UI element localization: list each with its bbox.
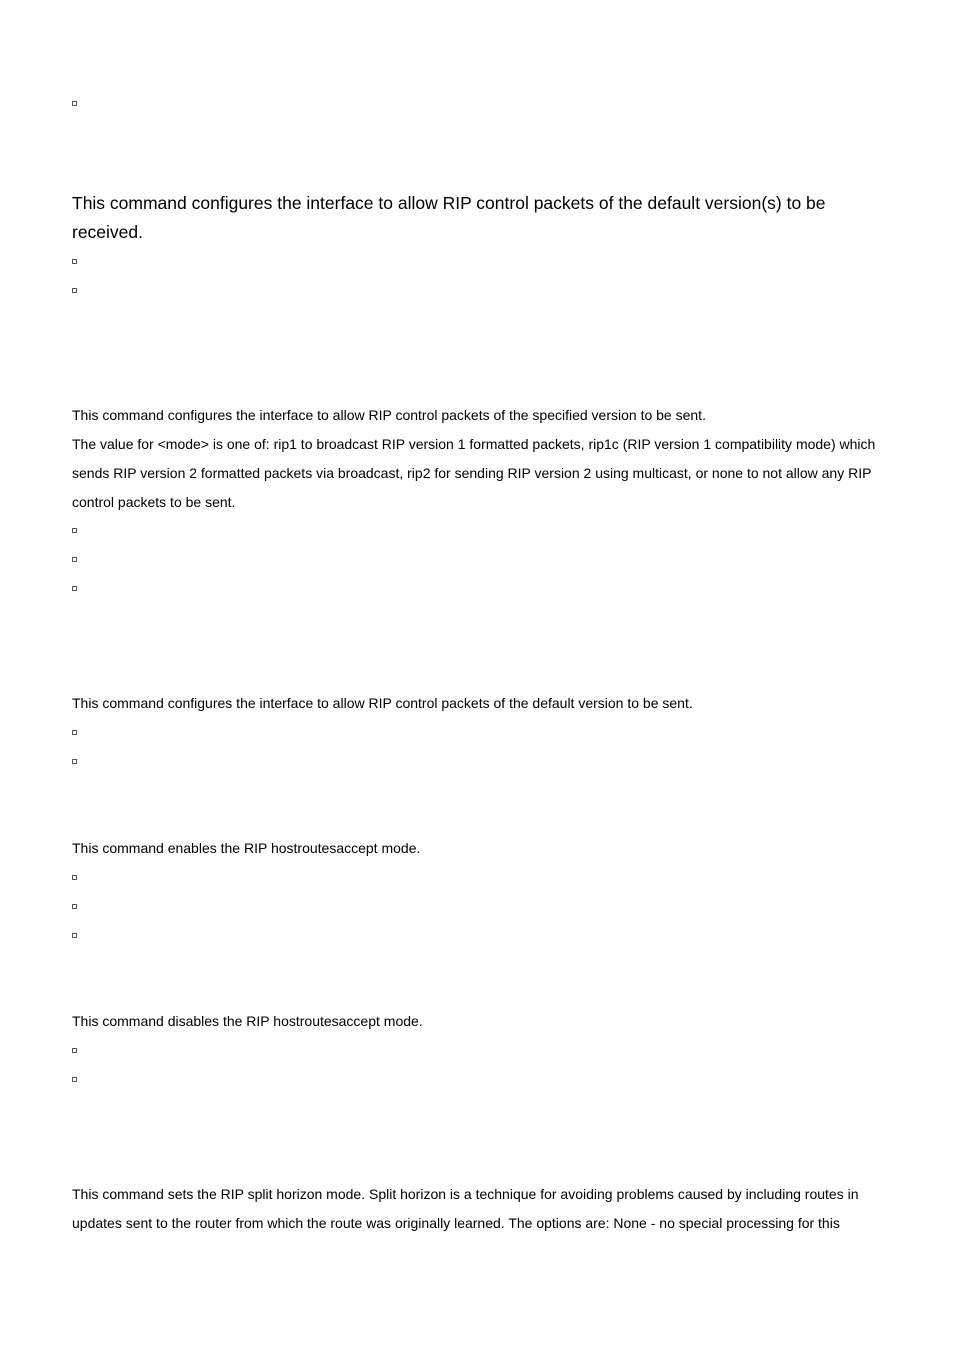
list-bullet: [72, 759, 77, 764]
list-bullet: [72, 1077, 77, 1082]
paragraph-default-version-sent: This command configures the interface to allow RIP control packets of the default version to be sent.: [72, 695, 693, 711]
list-bullet: [72, 904, 77, 909]
list-bullet: [72, 288, 77, 293]
list-bullet: [72, 933, 77, 938]
paragraph-mode-values: The value for <mode> is one of: rip1 to broadcast RIP version 1 formatted packets, rip1c (RIP version 1 compatibility mode) which sends RIP version 2 formatted packets via broadcast, rip2 for sending RIP version 2 using multicast, or none to not allow any RIP control packets to be sent.: [72, 436, 876, 510]
list-bullet: [72, 730, 77, 735]
paragraph-hostroutesaccept-disable: This command disables the RIP hostroutesaccept mode.: [72, 1013, 423, 1029]
list-bullet: [72, 586, 77, 591]
list-bullet: [72, 557, 77, 562]
list-bullet: [72, 101, 77, 106]
paragraph-split-horizon: This command sets the RIP split horizon mode. Split horizon is a technique for avoiding problems caused by including routes in updates sent to the router from which the route was originally learned. The options are: None - no special processing for this: [72, 1186, 859, 1231]
paragraph-specified-version-sent: This command configures the interface to allow RIP control packets of the specified version to be sent.: [72, 407, 706, 423]
paragraph-default-version-received: This command configures the interface to allow RIP control packets of the default version(s) to be received.: [72, 193, 826, 242]
paragraph-hostroutesaccept-enable: This command enables the RIP hostroutesaccept mode.: [72, 840, 421, 856]
list-bullet: [72, 528, 77, 533]
list-bullet: [72, 259, 77, 264]
list-bullet: [72, 1048, 77, 1053]
list-bullet: [72, 875, 77, 880]
